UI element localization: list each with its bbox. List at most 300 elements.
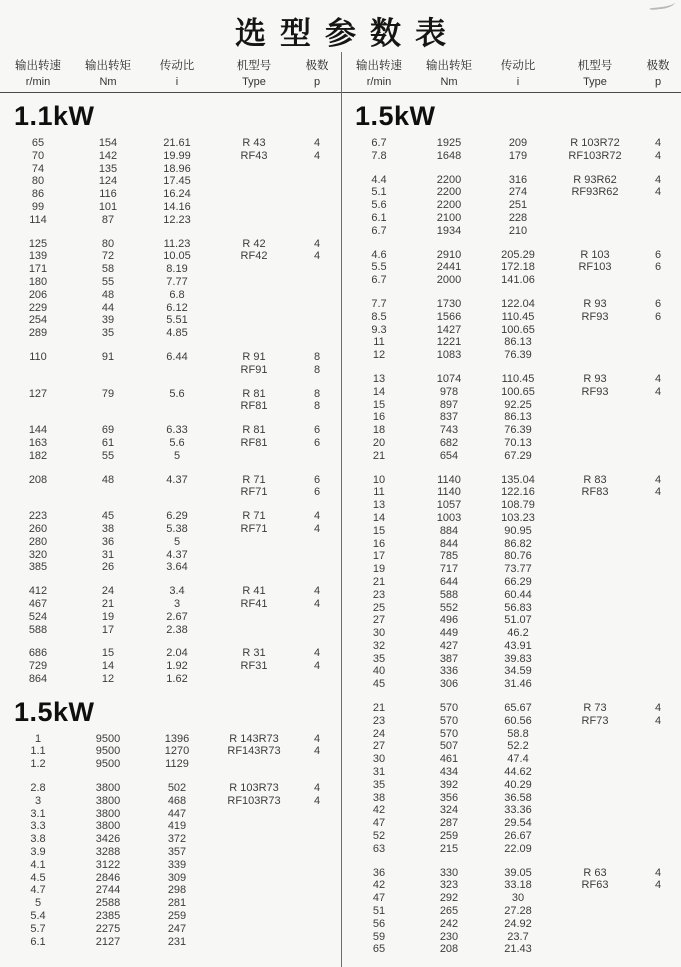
cell-model-type [214, 923, 294, 936]
cell-model-type: RF93 [581, 385, 609, 398]
section-power-heading: 1.5kW [355, 101, 436, 131]
cell-poles [635, 411, 681, 424]
cell-ratio: 251 [508, 199, 528, 212]
cell-output-torque: 570 [439, 714, 459, 727]
cell-output-torque: 154 [98, 137, 118, 149]
cell-output-torque: 3426 [95, 833, 121, 846]
cell-output-speed: 30 [372, 627, 386, 640]
cell-model-type [555, 512, 635, 525]
cell-ratio: 6.29 [166, 510, 188, 523]
cell-model-type: R 93 [583, 297, 607, 310]
header-output-torque-label: 输出转矩 [426, 60, 472, 72]
cell-ratio: 210 [508, 224, 528, 237]
cell-output-speed: 47 [372, 817, 386, 830]
cell-poles: 4 [313, 250, 321, 263]
cell-output-speed: 70 [31, 149, 45, 162]
cell-output-torque: 884 [439, 524, 459, 537]
cell-ratio: 419 [167, 820, 187, 833]
cell-output-torque: 387 [439, 652, 459, 665]
cell-output-speed: 182 [28, 449, 48, 462]
cell-poles [635, 640, 681, 653]
cell-ratio: 17.45 [163, 175, 191, 188]
cell-model-type [555, 665, 635, 678]
cell-ratio: 6.33 [166, 424, 188, 437]
section-power-heading: 1.1kW [14, 101, 95, 131]
cell-poles [294, 624, 340, 637]
cell-output-torque: 570 [439, 702, 459, 715]
cell-model-type: R 81 [242, 424, 266, 437]
cell-output-torque: 2744 [95, 884, 121, 897]
cell-poles [635, 905, 681, 918]
row-group [0, 351, 340, 377]
cell-output-torque: 215 [439, 842, 459, 855]
cell-output-torque: 837 [439, 411, 459, 424]
table-row [0, 314, 340, 327]
table-row [0, 523, 340, 536]
cell-output-speed: 3.8 [30, 833, 46, 846]
cell-output-speed: 30 [372, 753, 386, 766]
cell-output-speed: 56 [372, 917, 386, 930]
cell-model-type: RF71 [240, 522, 268, 535]
cell-poles [294, 872, 340, 885]
cell-ratio: 100.65 [501, 323, 535, 336]
cell-poles: 4 [313, 149, 321, 162]
cell-poles: 4 [313, 137, 321, 149]
cell-output-speed: 31 [372, 766, 386, 779]
cell-output-torque: 230 [439, 930, 459, 943]
cell-poles [635, 437, 681, 450]
cell-poles: 4 [654, 879, 662, 892]
table-row [0, 536, 340, 549]
header-output-speed-label: 输出转速 [356, 60, 402, 72]
cell-output-speed: 42 [372, 804, 386, 817]
cell-model-type [555, 550, 635, 563]
cell-ratio: 5.6 [169, 436, 185, 449]
cell-ratio: 103.23 [501, 511, 535, 524]
cell-output-torque: 12 [101, 672, 115, 685]
table-row [341, 830, 681, 843]
cell-poles [635, 499, 681, 512]
cell-output-torque: 9500 [95, 745, 121, 758]
cell-poles [635, 678, 681, 691]
table-row [341, 212, 681, 225]
cell-poles [635, 324, 681, 337]
cell-ratio: 30 [511, 892, 525, 905]
cell-ratio: 316 [508, 173, 528, 186]
cell-output-speed: 21 [372, 449, 386, 462]
table-row [341, 386, 681, 399]
cell-model-type [555, 640, 635, 653]
cell-output-speed: 114 [29, 213, 47, 226]
cell-output-torque: 208 [439, 943, 459, 956]
cell-ratio: 228 [508, 211, 528, 224]
cell-output-speed: 27 [372, 740, 386, 753]
cell-ratio: 90.95 [504, 524, 532, 537]
cell-model-type [555, 653, 635, 666]
cell-poles [294, 450, 340, 463]
cell-output-torque: 1140 [437, 486, 461, 499]
table-row [341, 589, 681, 602]
cell-ratio: 2.04 [166, 647, 188, 660]
header-model-type-label: 机型号 [236, 60, 272, 72]
cell-output-speed: 206 [28, 288, 48, 301]
table-row [0, 859, 340, 872]
cell-poles [635, 212, 681, 225]
cell-output-speed: 3 [34, 794, 42, 807]
cell-output-speed: 125 [28, 237, 48, 250]
cell-model-type [555, 199, 635, 212]
cell-output-torque: 292 [439, 892, 459, 905]
table-row [0, 808, 340, 821]
cell-output-speed: 6.1 [371, 211, 387, 224]
cell-output-speed: 223 [28, 510, 48, 523]
cell-poles [294, 833, 340, 846]
row-group [341, 373, 681, 463]
table-row [341, 411, 681, 424]
cell-ratio: 179 [508, 149, 528, 162]
cell-output-speed: 163 [28, 436, 48, 449]
cell-ratio: 172.18 [501, 261, 535, 274]
cell-poles [635, 225, 681, 238]
cell-model-type: R 143R73 [229, 732, 279, 745]
cell-ratio: 19.99 [163, 149, 191, 162]
cell-poles [294, 859, 340, 872]
table-row [0, 486, 340, 499]
cell-output-torque: 978 [439, 385, 459, 398]
cell-output-speed: 7.7 [371, 297, 387, 310]
cell-output-torque: 2200 [436, 199, 462, 212]
cell-output-speed: 35 [372, 778, 386, 791]
cell-poles [635, 766, 681, 779]
table-row [0, 201, 340, 214]
cell-poles [294, 163, 340, 176]
cell-output-torque: 9500 [95, 732, 121, 745]
cell-output-speed: 110 [29, 350, 47, 363]
cell-output-torque: 3800 [95, 782, 121, 795]
table-row [341, 512, 681, 525]
table-row [341, 437, 681, 450]
cell-poles: 4 [654, 486, 662, 499]
cell-model-type [214, 450, 294, 463]
header-poles-unit: p [654, 76, 662, 88]
cell-output-torque: 44 [101, 301, 115, 314]
cell-poles [294, 611, 340, 624]
cell-poles [635, 538, 681, 551]
table-row [341, 715, 681, 728]
cell-model-type [555, 843, 635, 856]
cell-poles [635, 804, 681, 817]
table-row [341, 905, 681, 918]
cell-ratio: 6.8 [169, 288, 185, 301]
table-row [341, 678, 681, 691]
cell-output-speed: 9.3 [371, 323, 387, 336]
cell-model-type [555, 274, 635, 287]
cell-output-speed: 40 [372, 665, 386, 678]
table-row [341, 311, 681, 324]
table-row [341, 843, 681, 856]
cell-output-speed: 467 [28, 597, 48, 610]
cell-poles [635, 665, 681, 678]
cell-output-torque: 36 [101, 535, 115, 548]
cell-ratio: 73.77 [504, 563, 532, 576]
table-row [341, 879, 681, 892]
cell-ratio: 372 [167, 833, 187, 846]
cell-output-torque: 654 [439, 449, 459, 462]
cell-model-type [555, 931, 635, 944]
table-row [0, 175, 340, 188]
cell-model-type [214, 549, 294, 562]
cell-poles [294, 314, 340, 327]
cell-output-speed: 3.9 [30, 846, 46, 859]
table-row [341, 274, 681, 287]
table-row [341, 614, 681, 627]
cell-ratio: 14.16 [163, 200, 191, 213]
table-row [341, 602, 681, 615]
row-group [0, 782, 340, 948]
table-row [0, 897, 340, 910]
header-ratio-unit: i [516, 76, 520, 88]
cell-model-type [214, 872, 294, 885]
table-row [0, 624, 340, 637]
cell-output-speed: 86 [31, 188, 45, 201]
cell-ratio: 247 [167, 922, 187, 935]
table-row [341, 349, 681, 362]
table-row [341, 486, 681, 499]
cell-output-torque: 336 [439, 665, 459, 678]
table-row [341, 249, 681, 262]
cell-output-torque: 2000 [436, 274, 462, 287]
cell-poles: 4 [654, 702, 662, 715]
cell-output-speed: 4.7 [30, 884, 46, 897]
cell-poles [635, 336, 681, 349]
cell-output-speed: 10 [372, 473, 386, 486]
table-row [341, 199, 681, 212]
cell-output-speed: 47 [372, 892, 386, 905]
cell-output-speed: 23 [372, 588, 386, 601]
cell-ratio: 58.8 [507, 727, 529, 740]
cell-output-torque: 3800 [95, 807, 121, 820]
table-row [0, 673, 340, 686]
header-poles-unit: p [313, 76, 321, 88]
cell-ratio: 16.24 [163, 188, 191, 201]
row-group [0, 388, 340, 414]
cell-poles [635, 792, 681, 805]
cell-ratio: 86.13 [504, 336, 532, 349]
cell-ratio: 1129 [165, 758, 189, 771]
cell-output-torque: 1083 [436, 349, 462, 362]
cell-ratio: 80.76 [504, 550, 532, 563]
cell-output-torque: 58 [101, 263, 115, 276]
row-group [341, 474, 681, 692]
cell-ratio: 21.43 [504, 943, 532, 956]
cell-output-speed: 17 [372, 550, 386, 563]
cell-poles [635, 602, 681, 615]
cell-ratio: 141.06 [501, 274, 535, 287]
cell-output-torque: 1140 [437, 473, 461, 486]
cell-poles [635, 653, 681, 666]
row-group [0, 474, 340, 500]
header-output-torque-unit: Nm [440, 76, 458, 88]
table-row [341, 563, 681, 576]
cell-output-torque: 1566 [436, 310, 462, 323]
cell-poles [635, 753, 681, 766]
cell-ratio: 51.07 [504, 614, 532, 627]
cell-ratio: 46.2 [507, 627, 529, 640]
cell-model-type [555, 525, 635, 538]
cell-poles: 4 [313, 647, 321, 660]
cell-poles [635, 576, 681, 589]
cell-model-type [555, 892, 635, 905]
cell-output-torque: 2100 [436, 211, 462, 224]
cell-output-torque: 24 [101, 585, 115, 598]
cell-output-speed: 6.7 [371, 224, 387, 237]
cell-ratio: 76.39 [504, 349, 532, 362]
cell-model-type [555, 817, 635, 830]
cell-model-type [214, 897, 294, 910]
cell-model-type [555, 589, 635, 602]
cell-model-type [214, 611, 294, 624]
cell-poles: 4 [654, 372, 662, 385]
cell-model-type [555, 614, 635, 627]
table-row [341, 918, 681, 931]
cell-output-torque: 330 [439, 866, 459, 879]
cell-output-speed: 139 [28, 250, 48, 263]
table-row [341, 576, 681, 589]
cell-poles: 4 [313, 732, 321, 745]
cell-output-speed: 12 [372, 349, 386, 362]
cell-model-type: RF91 [240, 363, 268, 376]
cell-poles [635, 199, 681, 212]
row-group [0, 733, 340, 771]
cell-output-torque: 2275 [95, 922, 121, 935]
cell-ratio: 110.45 [501, 310, 535, 323]
cell-ratio: 76.39 [504, 424, 532, 437]
cell-model-type: RF71 [240, 486, 268, 499]
cell-output-speed: 208 [28, 473, 48, 486]
cell-model-type [555, 804, 635, 817]
cell-poles [635, 830, 681, 843]
cell-poles [294, 673, 340, 686]
header-output-torque-label: 输出转矩 [85, 60, 131, 72]
table-row [0, 238, 340, 251]
cell-output-torque: 17 [101, 623, 115, 636]
cell-output-speed: 19 [372, 563, 386, 576]
cell-output-torque: 844 [439, 537, 459, 550]
table-row [341, 627, 681, 640]
row-group [341, 298, 681, 362]
table-row [0, 923, 340, 936]
cell-model-type [214, 884, 294, 897]
table-row [341, 525, 681, 538]
cell-poles [294, 820, 340, 833]
cell-ratio: 468 [167, 794, 187, 807]
table-row [341, 324, 681, 337]
cell-poles [294, 302, 340, 315]
cell-model-type [555, 336, 635, 349]
cell-output-speed: 280 [28, 535, 48, 548]
cell-poles [294, 536, 340, 549]
table-row [0, 884, 340, 897]
cell-output-speed: 729 [28, 660, 48, 673]
table-row [0, 833, 340, 846]
cell-ratio: 1396 [164, 732, 190, 745]
cell-poles [635, 563, 681, 576]
cell-output-speed: 8.5 [371, 310, 387, 323]
cell-output-torque: 48 [101, 288, 115, 301]
table-row [0, 846, 340, 859]
cell-output-torque [76, 486, 140, 499]
cell-poles [635, 614, 681, 627]
cell-output-speed: 864 [28, 672, 48, 685]
cell-output-speed: 16 [372, 411, 386, 424]
cell-poles: 4 [654, 186, 662, 199]
cell-output-torque: 2200 [436, 173, 462, 186]
cell-model-type: R 103 [580, 248, 610, 261]
table-row [341, 817, 681, 830]
cell-output-torque: 1003 [436, 511, 462, 524]
cell-model-type [555, 225, 635, 238]
cell-output-speed: 16 [372, 537, 386, 550]
cell-output-torque: 1648 [436, 149, 462, 162]
cell-poles: 4 [313, 660, 321, 673]
table-row [0, 327, 340, 340]
cell-ratio: 26.67 [504, 830, 532, 843]
cell-ratio: 6.12 [166, 301, 188, 314]
cell-ratio: 5 [173, 535, 181, 548]
cell-model-type: R 93R62 [573, 173, 617, 186]
cell-output-speed: 7.8 [371, 149, 387, 162]
cell-poles [635, 892, 681, 905]
row-group [0, 647, 340, 685]
cell-ratio: 65.67 [504, 702, 532, 715]
cell-output-speed: 5.1 [371, 186, 387, 199]
cell-output-speed: 18 [372, 424, 386, 437]
header-model-type-label: 机型号 [577, 60, 613, 72]
table-row [341, 943, 681, 956]
cell-poles: 6 [313, 473, 321, 486]
cell-model-type: RF63 [581, 879, 609, 892]
cell-poles [635, 627, 681, 640]
cell-model-type [555, 728, 635, 741]
cell-output-torque: 242 [439, 917, 459, 930]
cell-output-speed: 229 [28, 301, 48, 314]
table-row [0, 163, 340, 176]
table-row [0, 549, 340, 562]
table-row [341, 792, 681, 805]
cell-model-type [555, 792, 635, 805]
cell-output-speed: 20 [372, 436, 386, 449]
cell-model-type [214, 201, 294, 214]
cell-poles [294, 175, 340, 188]
cell-model-type [555, 678, 635, 691]
cell-poles: 6 [313, 424, 321, 437]
cell-model-type [555, 424, 635, 437]
cell-ratio: 10.05 [163, 250, 191, 263]
table-row [341, 538, 681, 551]
table-row [341, 186, 681, 199]
table-row [341, 728, 681, 741]
cell-poles [635, 843, 681, 856]
table-row [0, 660, 340, 673]
cell-poles [294, 884, 340, 897]
cell-model-type [214, 624, 294, 637]
cell-model-type: R 43 [242, 137, 266, 149]
cell-output-speed: 4.5 [30, 871, 46, 884]
table-row [0, 733, 340, 746]
cell-output-torque: 2200 [436, 186, 462, 199]
cell-output-torque: 507 [439, 740, 459, 753]
cell-ratio: 231 [167, 935, 187, 948]
